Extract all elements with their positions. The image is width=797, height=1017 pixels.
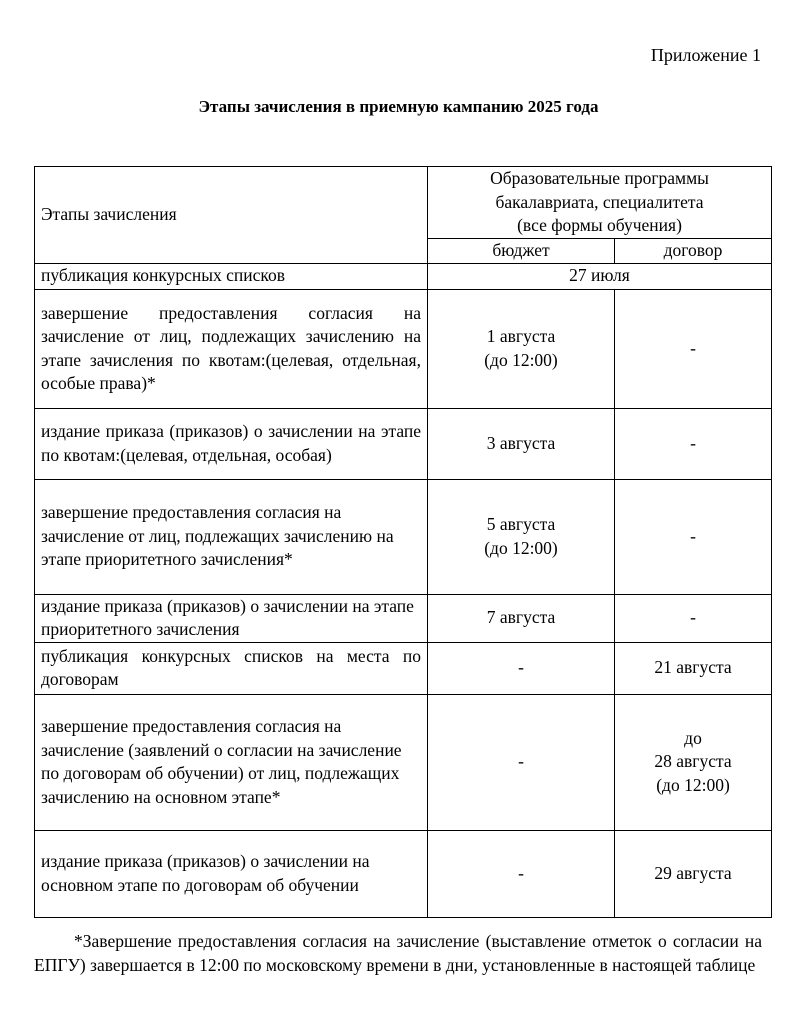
table-row (35, 289, 772, 408)
contract-date-cell (615, 694, 772, 830)
date-line: 1 августа (486, 326, 556, 346)
date-line: (до 12:00) (656, 774, 730, 795)
stage-cell: издание приказа (приказов) о зачислении на основном этапе по договорам об обучении (35, 830, 428, 917)
budget-date-cell: - (428, 830, 615, 917)
date-line: 28 августа (654, 751, 732, 772)
budget-date-cell: 7 августа (428, 594, 615, 642)
contract-date-cell: - (615, 594, 772, 642)
budget-date-cell: - (428, 694, 615, 830)
stage-cell: публикация конкурсных списков на места по договорам (35, 642, 428, 694)
header-programs-line: бакалавриата, специалитета (495, 191, 704, 212)
header-programs-line: Образовательные программы (490, 168, 709, 189)
table-row (35, 694, 772, 830)
table-header-row (35, 167, 772, 239)
date-line: (до 12:00) (484, 537, 558, 558)
appendix-label: Приложение 1 (650, 45, 761, 65)
contract-date-cell: - (615, 289, 772, 408)
stage-cell: завершение предоставления согласия на зачисление (заявлений о согласии на зачисление по договорам об обучении) от лиц, подлежащих зачислению на основном этапе* (35, 694, 428, 830)
budget-date-cell: 3 августа (428, 408, 615, 479)
stage-cell: завершение предоставления согласия на зачисление от лиц, подлежащих зачислению на этапе зачисления по квотам:(целевая, отдельная, особые права)* (35, 289, 428, 408)
table-row (35, 479, 772, 594)
table-row (35, 594, 772, 642)
budget-date-cell: - (428, 642, 615, 694)
header-budget-cell: бюджет (428, 239, 615, 264)
date-line: до (684, 727, 702, 748)
stage-cell: завершение предоставления согласия на зачисление от лиц, подлежащих зачислению на этапе приоритетного зачисления* (35, 479, 428, 594)
header-contract-cell: договор (615, 239, 772, 264)
footnote: *Завершение предоставления согласия на зачисление (выставление отметок о согласии на ЕПГУ) завершается в 12:00 по московскому времени в дни, установленные в настоящей таблице (34, 931, 762, 975)
table-row (35, 642, 772, 694)
contract-date-cell: 29 августа (615, 830, 772, 917)
document-title: Этапы зачисления в приемную кампанию 2025 года (198, 97, 599, 116)
contract-date-cell: - (615, 479, 772, 594)
stage-cell: издание приказа (приказов) о зачислении на этапе по квотам:(целевая, отдельная, особая) (35, 408, 428, 479)
date-line: (до 12:00) (484, 349, 558, 370)
contract-date-cell: - (615, 408, 772, 479)
date-cell: 27 июля (428, 263, 772, 289)
header-programs-cell (428, 167, 772, 239)
stage-cell: издание приказа (приказов) о зачислении на этапе приоритетного зачисления (35, 594, 428, 642)
stage-cell: публикация конкурсных списков (35, 263, 428, 289)
admission-stages-table (34, 166, 772, 918)
contract-date-cell: 21 августа (615, 642, 772, 694)
date-line: 5 августа (486, 514, 556, 534)
budget-date-cell (428, 479, 615, 594)
table-row (35, 263, 772, 289)
table-row (35, 830, 772, 917)
table-row (35, 408, 772, 479)
budget-date-cell (428, 289, 615, 408)
header-programs-line: (все формы обучения) (517, 215, 682, 236)
header-stages-cell: Этапы зачисления (35, 167, 428, 264)
